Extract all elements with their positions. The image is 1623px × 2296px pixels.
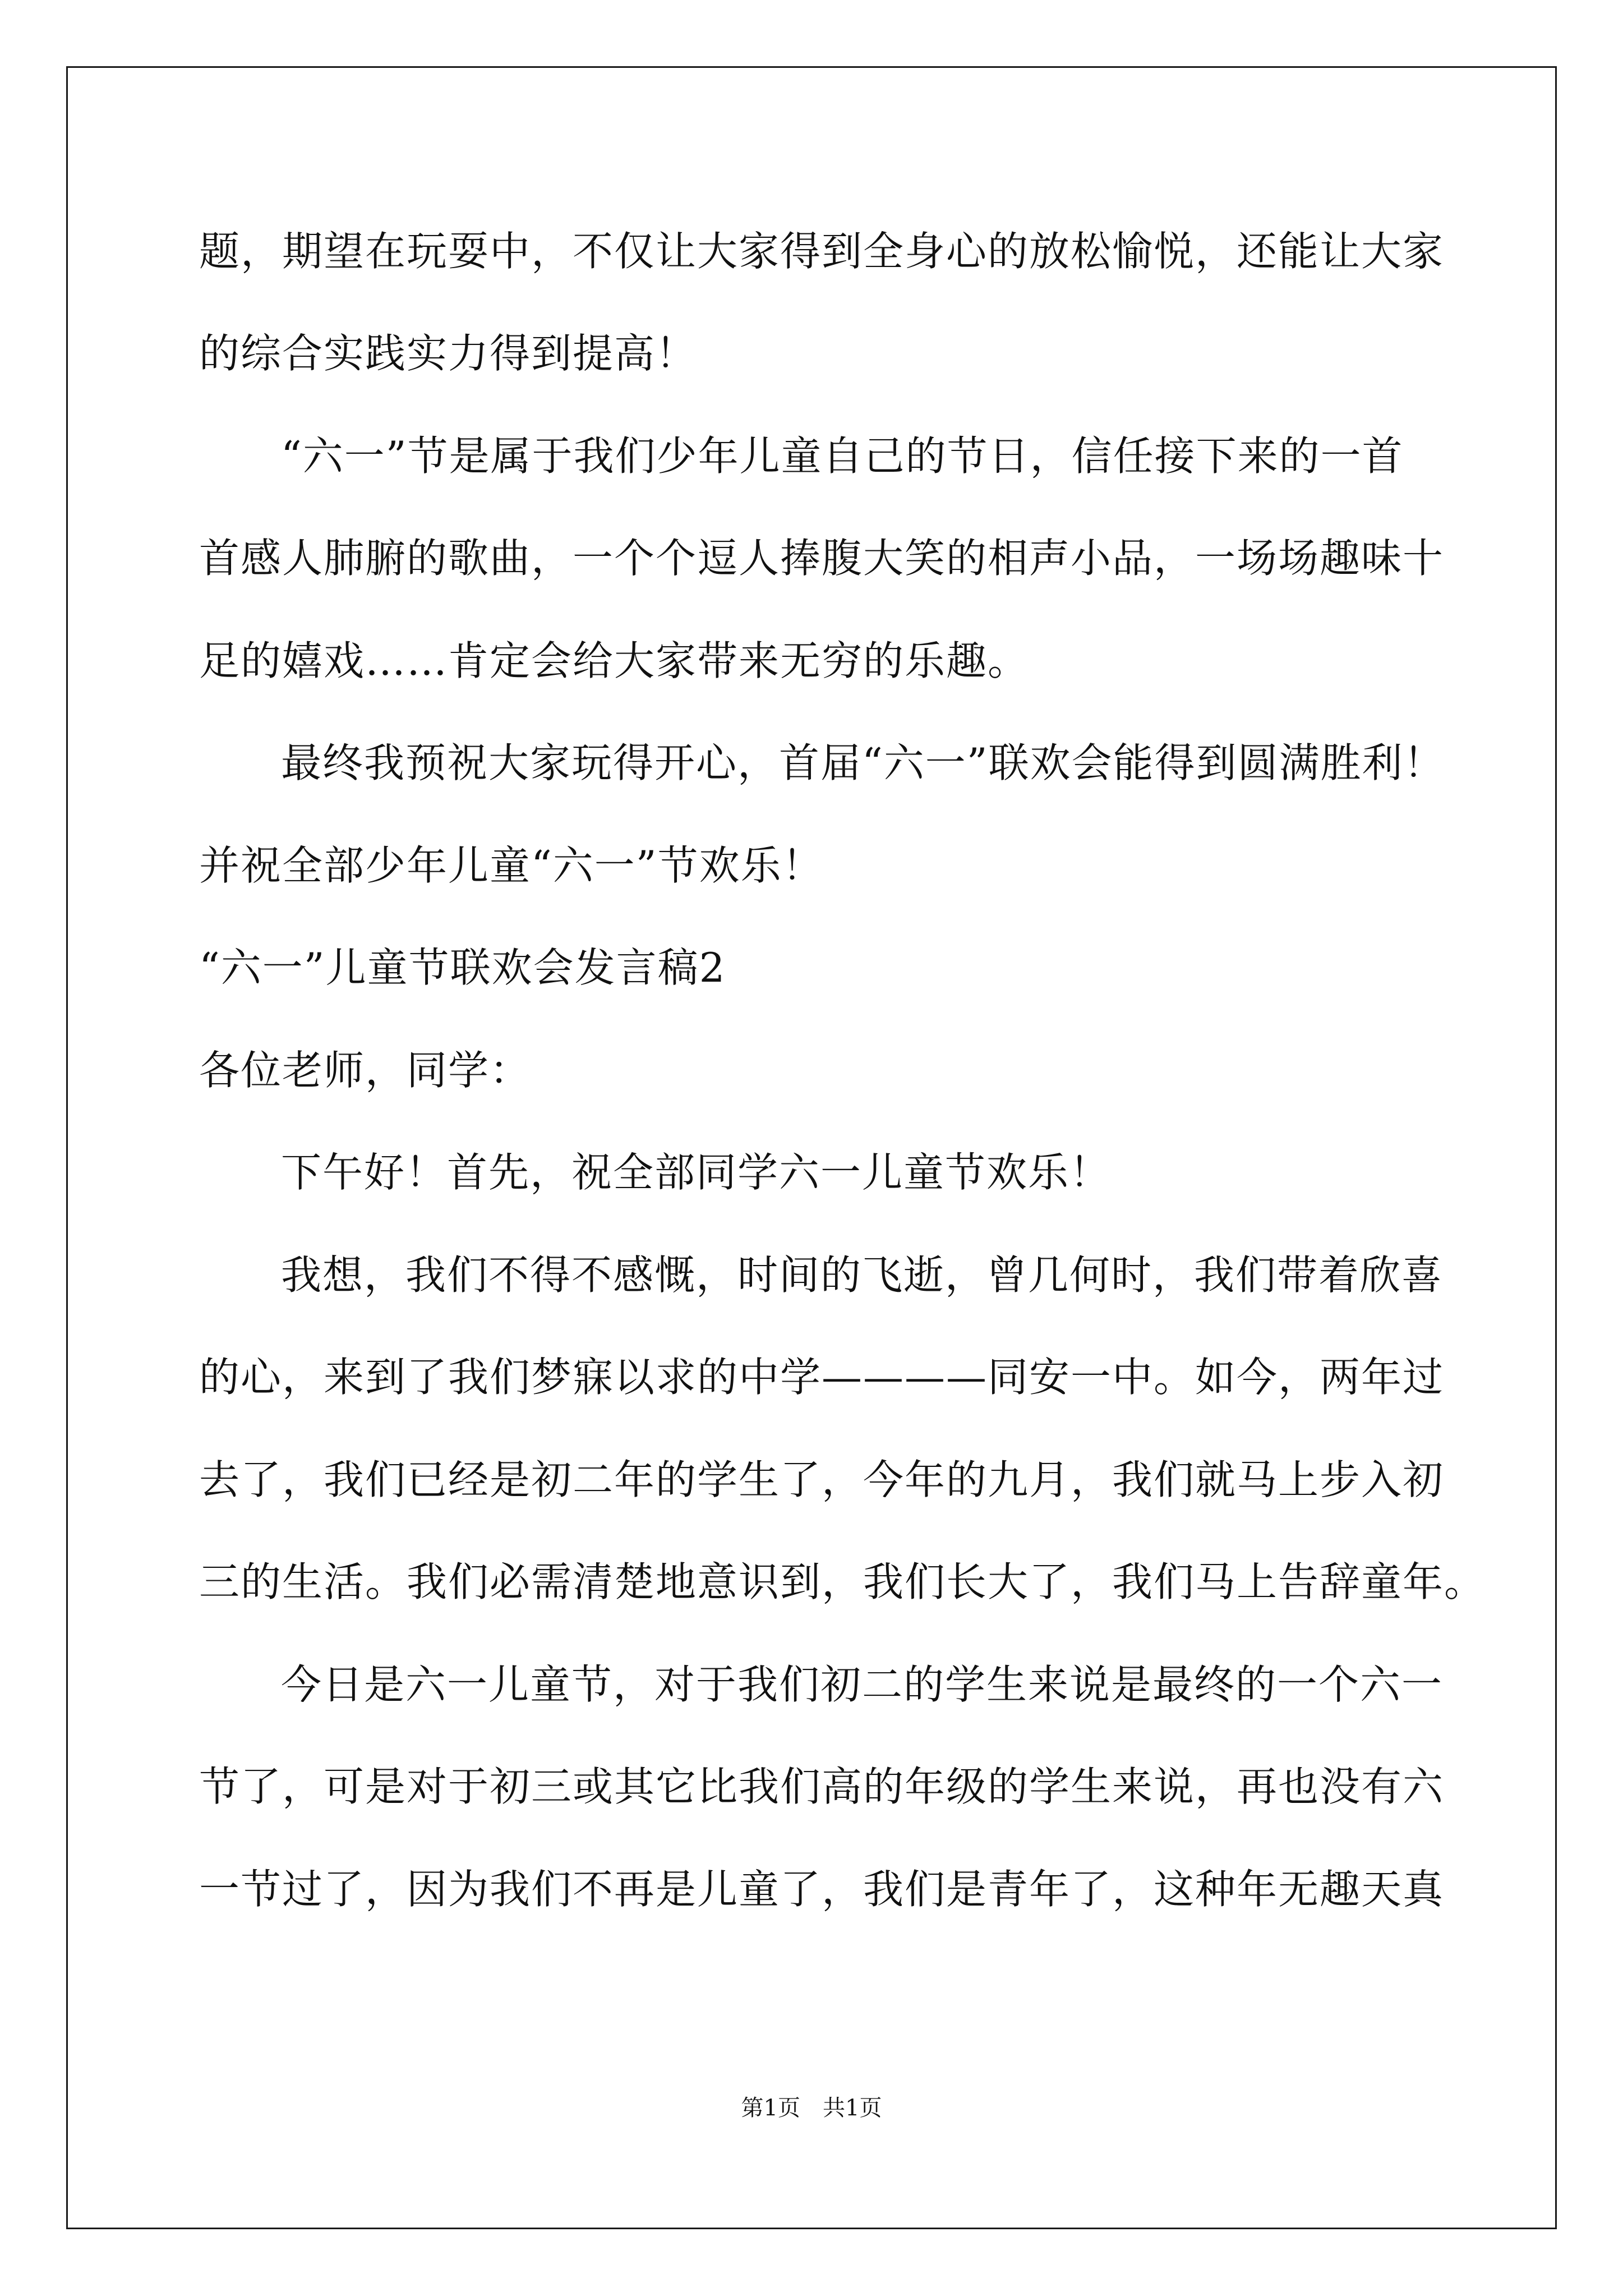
paragraph-start-line: 下午好！首先，祝全部同学六一儿童节欢乐！	[281, 1149, 1112, 1196]
paragraph-start-line: “六一”节是属于我们少年儿童自己的节日，信任接下来的一首	[281, 432, 1404, 480]
paragraph-start-line: 今日是六一儿童节，对于我们初二的学生来说是最终的一个六一	[281, 1661, 1444, 1708]
section-heading: “六一”儿童节联欢会发言稿2	[199, 944, 726, 991]
text-line: 首感人肺腑的歌曲，一个个逗人捧腹大笑的相声小品，一场场趣味十	[199, 535, 1445, 582]
salutation: 各位老师，同学：	[199, 1047, 532, 1094]
text-line: 去了，我们已经是初二年的学生了，今年的九月，我们就马上步入初	[199, 1456, 1445, 1503]
text-line: 并祝全部少年儿童“六一”节欢乐！	[199, 842, 824, 889]
text-line: 的综合实践实力得到提高！	[199, 330, 698, 377]
paragraph-start-line: 我想，我们不得不感慨，时间的飞逝，曾几何时，我们带着欣喜	[281, 1251, 1444, 1299]
text-line: 三的生活。我们必需清楚地意识到，我们长大了，我们马上告辞童年。	[199, 1558, 1486, 1605]
text-line: 节了，可是对于初三或其它比我们高的年级的学生来说，再也没有六	[199, 1763, 1445, 1810]
paragraph-start-line: 最终我预祝大家玩得开心，首届“六一”联欢会能得到圆满胜利！	[281, 739, 1445, 786]
text-line: 的心，来到了我们梦寐以求的中学————同安一中。如今，两年过	[199, 1354, 1445, 1401]
text-line: 题，期望在玩耍中，不仅让大家得到全身心的放松愉悦，还能让大家	[199, 228, 1445, 275]
text-line: 一节过了，因为我们不再是儿童了，我们是青年了，这种年无趣天真	[199, 1866, 1445, 1913]
text-line: 足的嬉戏……肯定会给大家带来无穷的乐趣。	[199, 637, 1030, 684]
page-footer: 第1页 共1页	[741, 2095, 882, 2121]
